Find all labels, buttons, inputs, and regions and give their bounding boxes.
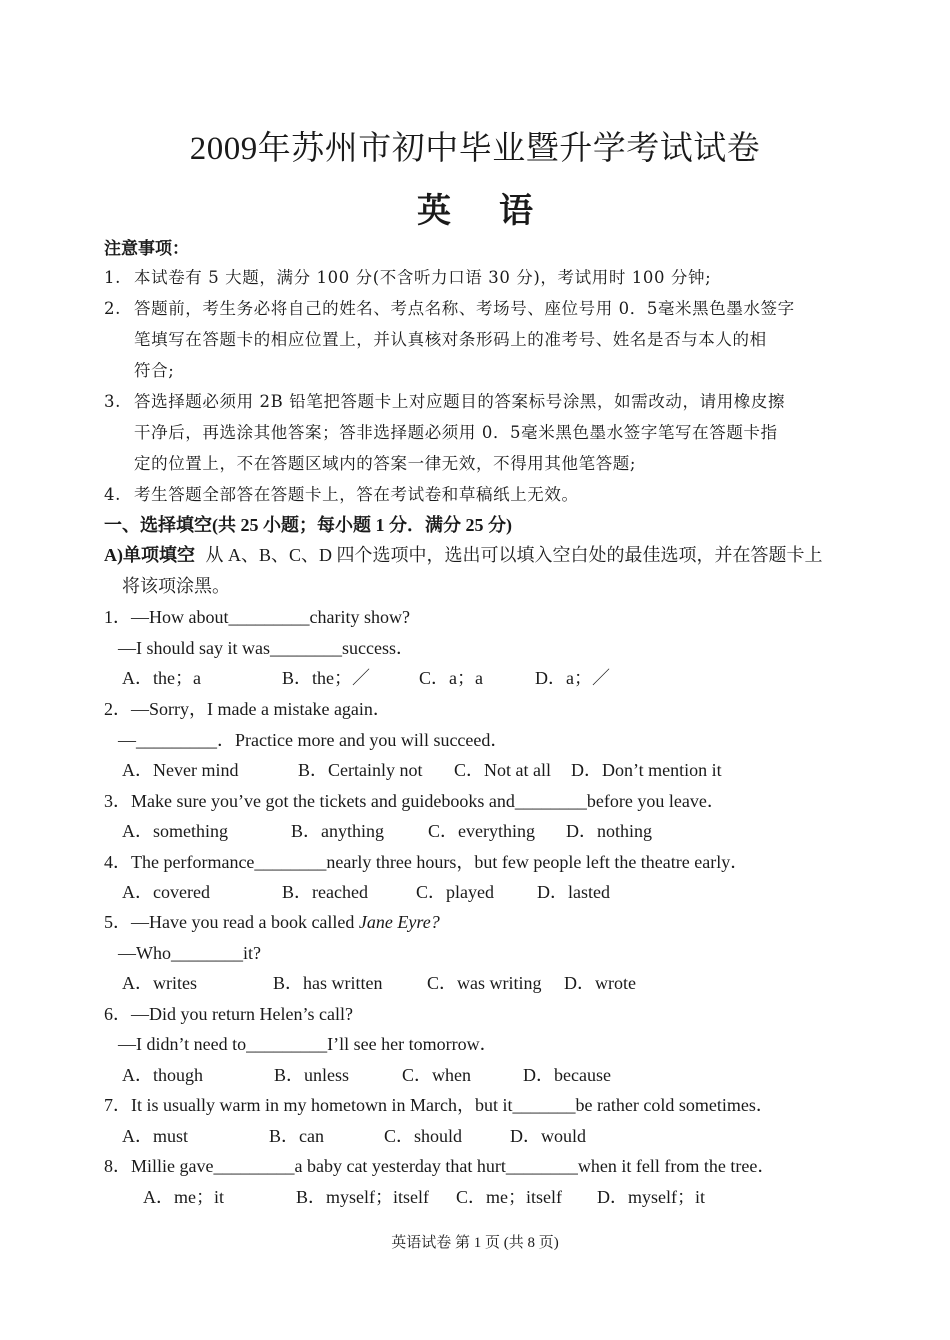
option-c: C．played <box>416 882 494 902</box>
question-stem: It is usually warm in my hometown in March，but it_______be rather cold sometimes． <box>131 1095 774 1115</box>
question-5 <box>104 910 440 934</box>
question-4 <box>104 850 748 874</box>
question-stem: —How about_________charity show? <box>131 607 410 627</box>
question-options <box>143 1185 705 1209</box>
part-instruction-text: 从 A、B、C、D 四个选项中，选出可以填入空白处的最佳选项，并在答题卡上 <box>205 545 823 565</box>
option-c: C．Not at all <box>454 760 551 780</box>
option-d: D．would <box>510 1126 586 1146</box>
option-a: A．something <box>122 821 228 841</box>
option-c: C．everything <box>428 821 535 841</box>
option-a: A．though <box>122 1065 203 1085</box>
part-instruction-text: 将该项涂黑。 <box>122 576 230 596</box>
option-d: D．nothing <box>566 821 653 841</box>
question-7 <box>104 1093 774 1117</box>
option-c: C．a；a <box>419 668 483 688</box>
question-8 <box>104 1154 775 1178</box>
option-c: C．me；itself <box>456 1187 562 1207</box>
exam-title: 2009年苏州市初中毕业暨升学考试试卷 <box>189 131 761 167</box>
question-6 <box>104 1002 353 1026</box>
subject-char-1: 英 <box>417 191 451 231</box>
question-options <box>122 819 652 843</box>
part-instruction <box>104 543 823 567</box>
option-b: B．has written <box>273 973 383 993</box>
question-stem: The performance________nearly three hours，but few people left the theatre early． <box>131 852 749 872</box>
notice-item-2 <box>104 297 795 321</box>
option-b: B．Certainly not <box>298 760 423 780</box>
notice-num: 2. <box>104 299 121 318</box>
option-d: D．myself；it <box>597 1187 705 1207</box>
option-c: C．was writing <box>427 973 542 993</box>
notice-text: 笔填写在答题卡的相应位置上，并认真核对条形码上的准考号、姓名是否与本人的相 <box>134 330 767 349</box>
page-footer: 英语试卷 第 1 页 (共 8 页) <box>391 1235 559 1251</box>
option-b: B．anything <box>291 821 384 841</box>
option-a: A．me；it <box>143 1187 224 1207</box>
question-number: 6． <box>104 1004 131 1024</box>
notice-text: 本试卷有 5 大题，满分 100 分(不含听力口语 30 分)，考试用时 100 分钟; <box>134 268 712 287</box>
option-a: A．Never mind <box>122 760 239 780</box>
question-number: 5． <box>104 912 131 932</box>
question-options <box>122 1063 611 1087</box>
section-heading: 一、选择填空(共 25 小题；每小题 1 分．满分 25 分) <box>104 515 512 535</box>
notice-text: 答选择题必须用 2B 铅笔把答题卡上对应题目的答案标号涂黑，如需改动，请用橡皮擦 <box>134 392 786 411</box>
question-stem: —Who________it? <box>118 943 261 963</box>
question-1 <box>104 605 410 629</box>
question-number: 1． <box>104 607 131 627</box>
question-stem: —I should say it was________success． <box>118 638 414 658</box>
option-d: D．a；／ <box>535 668 610 688</box>
notice-num: 3. <box>104 392 121 411</box>
notice-text: 答题前，考生务必将自己的姓名、考点名称、考场号、座位号用 0．5毫米黑色墨水签字 <box>134 299 795 318</box>
option-a: A．covered <box>122 882 210 902</box>
option-d: D．wrote <box>564 973 636 993</box>
question-stem: —_________．Practice more and you will succeed． <box>118 730 509 750</box>
question-stem: —Have you read a book called <box>131 912 359 932</box>
option-a: A．the；a <box>122 668 201 688</box>
question-stem: —Did you return Helen’s call? <box>131 1004 353 1024</box>
option-d: D．because <box>523 1065 611 1085</box>
option-b: B．the；／ <box>282 668 370 688</box>
question-number: 2． <box>104 699 131 719</box>
question-options <box>122 758 722 782</box>
notice-text: 定的位置上，不在答题区域内的答案一律无效，不得用其他笔答题; <box>134 454 637 473</box>
option-c: C．when <box>402 1065 471 1085</box>
question-options <box>122 666 610 690</box>
option-c: C．should <box>384 1126 463 1146</box>
subject-char-2: 语 <box>499 191 533 231</box>
notice-item-4 <box>104 483 579 507</box>
question-number: 8． <box>104 1156 131 1176</box>
notice-text: 干净后，再选涂其他答案；答非选择题必须用 0．5毫米黑色墨水签字笔写在答题卡指 <box>134 423 778 442</box>
subject-title <box>0 183 950 232</box>
option-d: D．Don’t mention it <box>571 760 722 780</box>
question-stem: —Sorry，I made a mistake again． <box>131 699 391 719</box>
question-stem: Make sure you’ve got the tickets and guidebooks and________before you leave． <box>131 791 725 811</box>
part-label: A)单项填空 <box>104 545 195 565</box>
option-b: B．myself；itself <box>296 1187 429 1207</box>
book-title: Jane Eyre? <box>358 912 440 932</box>
notice-num: 1. <box>104 268 121 287</box>
option-b: B．unless <box>274 1065 350 1085</box>
option-b: B．can <box>269 1126 324 1146</box>
notice-item-3 <box>104 390 785 414</box>
option-a: A．writes <box>122 973 197 993</box>
option-a: A．must <box>122 1126 189 1146</box>
question-number: 3． <box>104 791 131 811</box>
question-stem: Millie gave_________a baby cat yesterday that hurt________when it fell from the tree． <box>131 1156 776 1176</box>
question-stem: —I didn’t need to_________I’ll see her tomorrow． <box>118 1034 498 1054</box>
question-number: 4． <box>104 852 131 872</box>
question-3 <box>104 789 725 813</box>
notice-heading: 注意事项： <box>104 239 189 259</box>
question-options <box>122 880 610 904</box>
option-d: D．lasted <box>537 882 610 902</box>
notice-text: 符合; <box>134 361 175 380</box>
option-b: B．reached <box>282 882 368 902</box>
notice-item-1 <box>104 266 711 290</box>
question-number: 7． <box>104 1095 131 1115</box>
notice-text: 考生答题全部答在答题卡上，答在考试卷和草稿纸上无效。 <box>134 485 579 504</box>
notice-num: 4. <box>104 485 121 504</box>
question-options <box>122 1124 586 1148</box>
question-2 <box>104 697 391 721</box>
question-options <box>122 971 636 995</box>
